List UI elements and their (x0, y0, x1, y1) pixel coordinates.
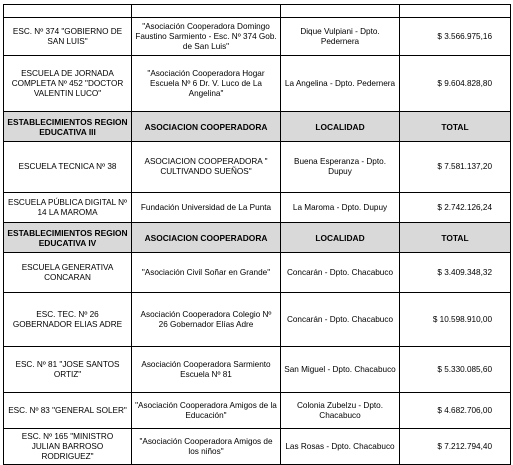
table-row-top-partial (4, 5, 511, 18)
region-header: ESTABLECIMIENTOS REGION EDUCATIVA III (4, 112, 132, 142)
total-header: TOTAL (400, 112, 511, 142)
school-cell: ESCUELA TECNICA Nº 38 (4, 142, 132, 193)
school-cell: ESC. TEC. Nº 26 GOBERNADOR ELIAS ADRE (4, 293, 132, 347)
total-cell: $ 3.566.975,16 (400, 18, 511, 56)
total-cell: $ 7.212.794,40 (400, 429, 511, 465)
association-cell: Fundación Universidad de La Punta (132, 193, 281, 223)
school-cell: ESC. Nº 81 "JOSE SANTOS ORTIZ" (4, 347, 132, 393)
association-cell: "Asociación Civil Soñar en Grande" (132, 253, 281, 293)
table-row (4, 393, 511, 429)
locality-cell: Concarán - Dpto. Chacabuco (281, 253, 400, 293)
association-cell: Asociación Cooperadora Sarmiento Escuela Nº 81 (132, 347, 281, 393)
total-cell: $ 4.682.706,00 (400, 393, 511, 429)
locality-header: LOCALIDAD (281, 223, 400, 253)
total-cell: $ 3.409.348,32 (400, 253, 511, 293)
cell-empty (281, 5, 400, 18)
cell-empty (400, 5, 511, 18)
association-cell: "Asociación Cooperadora Amigos de la Educación" (132, 393, 281, 429)
total-cell: $ 10.598.910,00 (400, 293, 511, 347)
cell-empty (132, 5, 281, 18)
locality-cell: San Miguel - Dpto. Chacabuco (281, 347, 400, 393)
locality-cell: Colonia Zubelzu - Dpto. Chacabuco (281, 393, 400, 429)
table-row (4, 193, 511, 223)
total-cell: $ 5.330.085,60 (400, 347, 511, 393)
school-cell: ESC. Nº 83 "GENERAL SOLER" (4, 393, 132, 429)
total-cell: $ 2.742.126,24 (400, 193, 511, 223)
locality-header: LOCALIDAD (281, 112, 400, 142)
school-cell: ESC. Nº 374 "GOBIERNO DE SAN LUIS" (4, 18, 132, 56)
school-cell: ESCUELA PÚBLICA DIGITAL Nº 14 LA MAROMA (4, 193, 132, 223)
region-header-row (4, 112, 511, 142)
association-cell: Asociación Cooperadora Colegio Nº 26 Gobernador Elías Adre (132, 293, 281, 347)
locality-cell: La Maroma - Dpto. Dupuy (281, 193, 400, 223)
association-cell: ASOCIACION COOPERADORA " CULTIVANDO SUEÑOS" (132, 142, 281, 193)
association-cell: "Asociación Cooperadora Hogar Escuela Nº 6 Dr. V. Luco de La Angelina" (132, 56, 281, 112)
table-row (4, 347, 511, 393)
total-cell: $ 9.604.828,80 (400, 56, 511, 112)
association-cell: "Asociación Cooperadora Domingo Faustino Sarmiento - Esc. Nº 374 Gob. de San Luis" (132, 18, 281, 56)
locality-cell: Concarán - Dpto. Chacabuco (281, 293, 400, 347)
school-cell: ESCUELA GENERATIVA CONCARAN (4, 253, 132, 293)
region-header: ESTABLECIMIENTOS REGION EDUCATIVA IV (4, 223, 132, 253)
association-header: ASOCIACION COOPERADORA (132, 112, 281, 142)
association-header: ASOCIACION COOPERADORA (132, 223, 281, 253)
school-cell: ESCUELA DE JORNADA COMPLETA Nº 452 "DOCTOR VALENTIN LUCO" (4, 56, 132, 112)
locality-cell: Las Rosas - Dpto. Chacabuco (281, 429, 400, 465)
table-row (4, 429, 511, 465)
cell-empty (4, 5, 132, 18)
table-row (4, 18, 511, 56)
locality-cell: Dique Vulpiani - Dpto. Pedernera (281, 18, 400, 56)
locality-cell: Buena Esperanza - Dpto. Dupuy (281, 142, 400, 193)
region-header-row (4, 223, 511, 253)
locality-cell: La Angelina - Dpto. Pedernera (281, 56, 400, 112)
funding-table (3, 4, 511, 465)
table-row (4, 293, 511, 347)
school-cell: ESC. Nº 165 "MINISTRO JULIAN BARROSO RODRIGUEZ" (4, 429, 132, 465)
total-header: TOTAL (400, 223, 511, 253)
table-row (4, 142, 511, 193)
association-cell: "Asociación Cooperadora Amigos de los niños" (132, 429, 281, 465)
total-cell: $ 7.581.137,20 (400, 142, 511, 193)
table-row (4, 253, 511, 293)
table-row (4, 56, 511, 112)
